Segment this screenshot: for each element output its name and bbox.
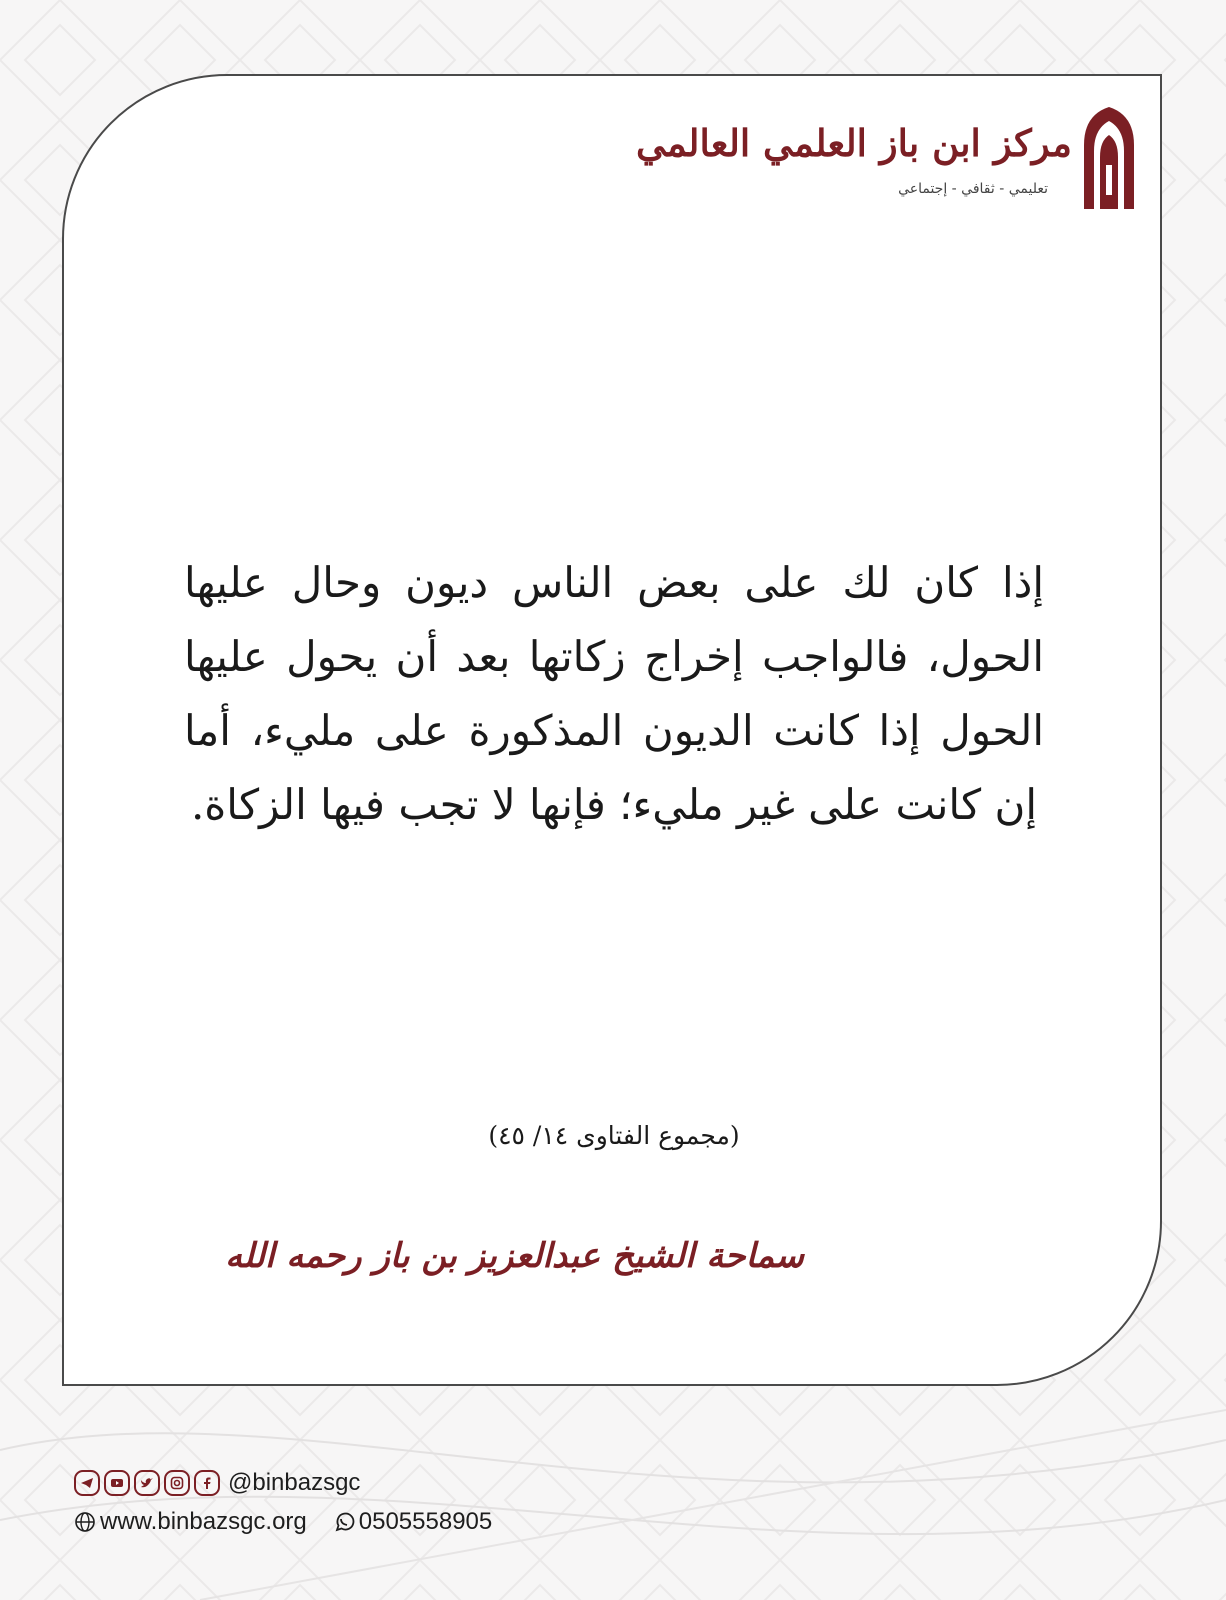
youtube-icon[interactable]	[104, 1470, 130, 1496]
sheikh-signature: سماحة الشيخ عبدالعزيز بن باز رحمه الله	[225, 1236, 804, 1276]
social-handle[interactable]: @binbazsgc	[228, 1469, 361, 1496]
phone-number[interactable]: 0505558905	[358, 1508, 493, 1535]
contact-row	[74, 1504, 492, 1540]
footer	[74, 1466, 492, 1540]
source-reference: (مجموع الفتاوى ١٤/ ٤٥)	[488, 1121, 740, 1150]
telegram-icon[interactable]	[74, 1470, 100, 1496]
globe-icon	[74, 1511, 96, 1533]
mosque-emblem-icon	[1080, 105, 1138, 209]
center-logo	[635, 105, 1138, 209]
social-row	[74, 1466, 492, 1500]
facebook-icon[interactable]	[194, 1470, 220, 1496]
instagram-icon[interactable]	[164, 1470, 190, 1496]
content-card	[62, 74, 1162, 1386]
logo-subtitle: تعليمي - ثقافي - إجتماعي	[898, 181, 1048, 197]
logo-title: مركز ابن باز العلمي العالمي	[635, 121, 1072, 165]
fatwa-quote: إذا كان لك على بعض الناس ديون وحال عليها الحول، فالواجب إخراج زكاتها بعد أن يحول عليها الحول إذا كانت الديون المذكورة على مليء، أما إن كانت على غير مليء؛ فإنها لا تجب فيها الزكاة.	[184, 558, 1044, 829]
whatsapp-icon	[333, 1511, 355, 1533]
website-link[interactable]: www.binbazsgc.org	[100, 1508, 307, 1535]
twitter-icon[interactable]	[134, 1470, 160, 1496]
